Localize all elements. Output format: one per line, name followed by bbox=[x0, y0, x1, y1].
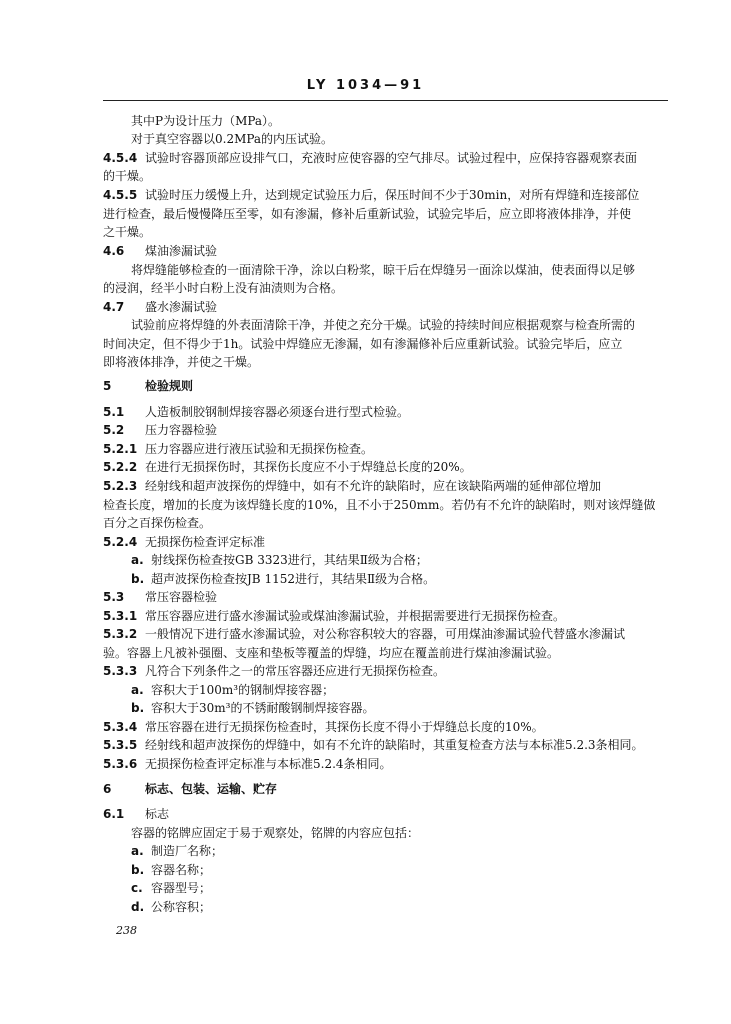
clause-4-5-5: 4.5.5 试验时压力缓慢上升，达到规定试验压力后，保压时间不少于30min，对所有焊缝和连接部位 bbox=[103, 188, 640, 202]
clause-number: 5.2 bbox=[103, 423, 125, 437]
clause-5-2-4: 5.2.4 无损探伤检查评定标准 bbox=[103, 535, 266, 549]
section-number: 5 bbox=[103, 379, 112, 393]
text-line: 的干燥。 bbox=[103, 169, 152, 183]
list-marker: c. bbox=[131, 881, 143, 895]
section-6-heading: 6 标志、包装、运输、贮存 bbox=[103, 782, 278, 796]
clause-5-2: 5.2 压力容器检验 bbox=[103, 423, 218, 437]
list-item-d: d. 公称容积； bbox=[131, 900, 212, 914]
clause-5-3-6: 5.3.6 无损探伤检查评定标准与本标准5.2.4条相同。 bbox=[103, 757, 392, 771]
clause-number: 5.3.3 bbox=[103, 664, 138, 678]
clause-number: 5.3.1 bbox=[103, 609, 138, 623]
clause-number: 4.6 bbox=[103, 244, 125, 258]
list-item-c: c. 容器型号； bbox=[131, 881, 212, 895]
clause-number: 4.5.5 bbox=[103, 188, 138, 202]
text-line: 验。容器上凡被补强圈、支座和垫板等覆盖的焊缝，均应在覆盖前进行煤油渗漏试验。 bbox=[103, 646, 560, 660]
list-marker: b. bbox=[131, 863, 145, 877]
clause-4-5-4: 4.5.4 试验时容器顶部应设排气口，充液时应使容器的空气排尽。试验过程中，应保持容器观察表面 bbox=[103, 151, 638, 165]
text-line: 进行检查，最后慢慢降压至零，如有渗漏，修补后重新试验，试验完毕后，应立即将液体排净，并使 bbox=[103, 207, 632, 221]
clause-4-6: 4.6 煤油渗漏试验 bbox=[103, 244, 218, 258]
text-line: 其中P为设计压力（MPa）。 bbox=[131, 114, 281, 128]
clause-5-2-1: 5.2.1 压力容器应进行液压试验和无损探伤检查。 bbox=[103, 442, 374, 456]
clause-number: 5.3.6 bbox=[103, 757, 138, 771]
list-item-a: a. 制造厂名称； bbox=[131, 844, 224, 858]
clause-number: 4.7 bbox=[103, 300, 125, 314]
list-item-a: a. 射线探伤检查按GB 3323进行，其结果Ⅱ级为合格； bbox=[131, 553, 428, 567]
list-item-a: a. 容积大于100m³的钢制焊接容器； bbox=[131, 683, 335, 697]
clause-number: 4.5.4 bbox=[103, 151, 138, 165]
page-number: 238 bbox=[116, 924, 137, 937]
clause-5-1: 5.1 人造板制胶钢制焊接容器必须逐台进行型式检验。 bbox=[103, 405, 410, 419]
clause-6-1: 6.1 标志 bbox=[103, 807, 170, 821]
header-rule bbox=[103, 100, 668, 101]
clause-number: 5.3.4 bbox=[103, 720, 138, 734]
clause-number: 5.1 bbox=[103, 405, 125, 419]
text-line: 检查长度，增加的长度为该焊缝长度的10%，且不小于250mm。若仍有不允许的缺陷时，则对该焊缝做 bbox=[103, 498, 656, 512]
text-line: 容器的铭牌应固定于易于观察处，铭牌的内容应包括： bbox=[131, 826, 420, 840]
clause-5-3-4: 5.3.4 常压容器在进行无损探伤检查时，其探伤长度不得小于焊缝总长度的10%。 bbox=[103, 720, 544, 734]
text-line: 即将液体排净，并使之干燥。 bbox=[103, 355, 260, 369]
list-marker: b. bbox=[131, 572, 145, 586]
text-line: 试验前应将焊缝的外表面清除干净，并使之充分干燥。试验的持续时间应根据观察与检查所需的 bbox=[131, 318, 636, 332]
text-line: 百分之百探伤检查。 bbox=[103, 516, 212, 530]
standard-code-header: LY 1034—91 bbox=[306, 78, 425, 93]
clause-number: 5.3 bbox=[103, 590, 125, 604]
clause-5-2-3: 5.2.3 经射线和超声波探伤的焊缝中，如有不允许的缺陷时，应在该缺陷两端的延伸部位增加 bbox=[103, 479, 602, 493]
list-marker: a. bbox=[131, 683, 144, 697]
text-line: 将焊缝能够检查的一面清除干净，涂以白粉浆，晾干后在焊缝另一面涂以煤油，使表面得以足够 bbox=[131, 263, 636, 277]
clause-number: 5.3.5 bbox=[103, 738, 138, 752]
text-line: 对于真空容器以0.2MPa的内压试验。 bbox=[131, 132, 334, 146]
list-item-b: b. 容积大于30m³的不锈耐酸钢制焊接容器。 bbox=[131, 701, 375, 715]
clause-5-2-2: 5.2.2 在进行无损探伤时，其探伤长度应不小于焊缝总长度的20%。 bbox=[103, 460, 472, 474]
section-number: 6 bbox=[103, 782, 112, 796]
text-line: 之干燥。 bbox=[103, 225, 152, 239]
clause-number: 5.2.3 bbox=[103, 479, 138, 493]
list-marker: a. bbox=[131, 844, 144, 858]
text-line: 的浸润，经半小时白粉上没有油渍则为合格。 bbox=[103, 281, 344, 295]
clause-number: 5.2.1 bbox=[103, 442, 138, 456]
clause-4-7: 4.7 盛水渗漏试验 bbox=[103, 300, 218, 314]
list-marker: d. bbox=[131, 900, 145, 914]
clause-5-3-2: 5.3.2 一般情况下进行盛水渗漏试验，对公称容积较大的容器，可用煤油渗漏试验代替盛水渗漏试 bbox=[103, 627, 626, 641]
clause-5-3: 5.3 常压容器检验 bbox=[103, 590, 218, 604]
clause-number: 5.2.2 bbox=[103, 460, 138, 474]
list-item-b: b. 超声波探伤检查按JB 1152进行，其结果Ⅱ级为合格。 bbox=[131, 572, 436, 586]
section-5-heading: 5 检验规则 bbox=[103, 379, 194, 393]
clause-5-3-3: 5.3.3 凡符合下列条件之一的常压容器还应进行无损探伤检查。 bbox=[103, 664, 446, 678]
clause-5-3-5: 5.3.5 经射线和超声波探伤的焊缝中，如有不允许的缺陷时，其重复检查方法与本标准5.2.3条相同。 bbox=[103, 738, 644, 752]
clause-number: 5.2.4 bbox=[103, 535, 138, 549]
text-line: 时间决定，但不得少于1h。试验中焊缝应无渗漏，如有渗漏修补后应重新试验。试验完毕后，应立 bbox=[103, 337, 623, 351]
list-marker: b. bbox=[131, 701, 145, 715]
clause-5-3-1: 5.3.1 常压容器应进行盛水渗漏试验或煤油渗漏试验，并根据需要进行无损探伤检查。 bbox=[103, 609, 566, 623]
list-item-b: b. 容器名称； bbox=[131, 863, 212, 877]
clause-number: 5.3.2 bbox=[103, 627, 138, 641]
clause-number: 6.1 bbox=[103, 807, 125, 821]
list-marker: a. bbox=[131, 553, 144, 567]
